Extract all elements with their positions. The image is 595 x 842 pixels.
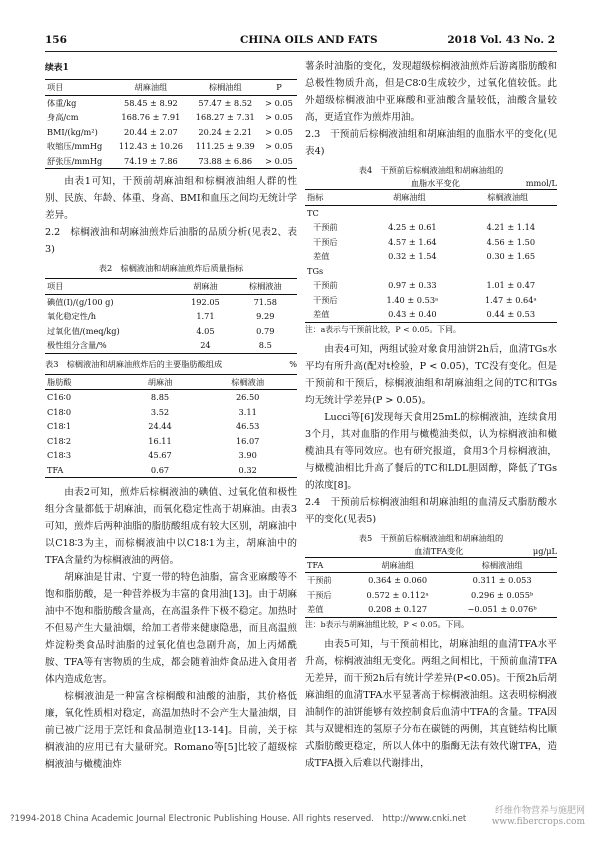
table-row bbox=[305, 278, 557, 293]
table-cell: 差值 bbox=[313, 309, 330, 319]
table-cell: 干预后 bbox=[307, 589, 332, 600]
table-header: 项目 bbox=[47, 281, 64, 291]
table-cell: 干预前 bbox=[313, 280, 338, 290]
table-cell: 20.24 ± 2.21 bbox=[198, 126, 253, 137]
watermark bbox=[492, 806, 585, 828]
table-cell: 过氧化值/(meq/kg) bbox=[47, 325, 120, 336]
section-heading: 2.2 棕榈液油和胡麻油煎炸后油脂的品质分析(见表2、表3) bbox=[45, 227, 297, 255]
table-cell: 收缩压/mmHg bbox=[47, 141, 103, 151]
table5-caption-line2: 血清TFA变化 bbox=[414, 545, 464, 556]
table-cell: 身高/cm bbox=[47, 112, 79, 122]
table-header: P bbox=[276, 82, 282, 92]
table-row bbox=[45, 294, 297, 309]
table-cell: 0.32 ± 1.54 bbox=[388, 251, 437, 261]
table1-header-row bbox=[45, 80, 297, 96]
table-row bbox=[45, 139, 297, 154]
table-cell: 168.27 ± 7.31 bbox=[195, 112, 255, 122]
table-cell: 111.25 ± 9.39 bbox=[195, 141, 255, 151]
table-row bbox=[45, 419, 297, 434]
table2-caption: 表2 棕榈液油和胡麻油煎炸后质量指标 bbox=[98, 263, 244, 273]
watermark-cn: 纤维作物营养与施肥网 bbox=[494, 806, 585, 816]
table-cell: 73.88 ± 6.86 bbox=[198, 155, 253, 166]
table3 bbox=[45, 374, 297, 479]
table-group-row bbox=[305, 264, 557, 279]
table-cell: C18∶2 bbox=[47, 435, 72, 446]
table-cell: 干预后 bbox=[313, 236, 338, 247]
table-cell: 71.58 bbox=[253, 296, 278, 307]
table5-unit: μg/μL bbox=[532, 545, 557, 556]
paragraph: 棕榈液油是一种富含棕榈酸和油酸的油脂，其价格低廉，氧化性质相对稳定，高温加热时不会产生大量油烟，目前已被广泛用于烹饪和食品制造业[13-14]。目前，关于棕榈液油的应用已有大量研究。Romano等[5]比较了超级棕榈液油与橄榄油炸 bbox=[45, 691, 297, 770]
table-row bbox=[305, 588, 557, 603]
table1-caption: 续表1 bbox=[45, 63, 69, 73]
table-row bbox=[45, 110, 297, 125]
table-header: 胡麻油组 bbox=[134, 82, 168, 92]
table-cell: 体重/kg bbox=[47, 97, 77, 108]
table-header: 棕榈液油 bbox=[231, 376, 265, 387]
paragraph: 薯条时油脂的变化，发现超级棕榈液油煎炸后游离脂肪酸和总极性物质升高，但是C8∶0生成较少，过氧化值较低。此外超级棕榈液油中亚麻酸和亚油酸含量较低，油酸含量较高，更适宜作为煎炸用油。 bbox=[305, 61, 557, 123]
table-cell: C18∶1 bbox=[47, 421, 72, 431]
table-row bbox=[305, 602, 557, 617]
table-header: 指标 bbox=[307, 192, 324, 202]
table-row bbox=[45, 95, 297, 110]
copyright-notice: ?1994-2018 China Academic Journal Electronic Publishing House. All rights reserved. http://www.cnki.net bbox=[10, 814, 467, 824]
table3-header-row bbox=[45, 374, 297, 390]
section-heading: 2.3 干预前后棕榈液油组和胡麻油组的血脂水平的变化(见表4) bbox=[305, 129, 557, 157]
table-cell: 4.56 ± 1.50 bbox=[486, 236, 536, 247]
table-cell: 0.296 ± 0.055ᵇ bbox=[471, 589, 534, 600]
table5 bbox=[305, 557, 557, 618]
table4-caption-row2 bbox=[305, 177, 557, 189]
table-cell: −0.051 ± 0.076ᵇ bbox=[467, 604, 537, 614]
table2-header-row bbox=[45, 279, 297, 295]
header-rule bbox=[45, 51, 557, 52]
table-header: 胡麻油 bbox=[147, 376, 173, 387]
table4-unit: mmol/L bbox=[525, 178, 557, 188]
table5-caption-row2 bbox=[305, 545, 557, 557]
table-cell: 4.25 ± 0.61 bbox=[388, 222, 437, 232]
paragraph: 由表2可知，煎炸后棕榈液油的碘值、过氧化值和极性组分含量都低于胡麻油，而氧化稳定性高于胡麻油。由表3可知，煎炸后两种油脂的脂肪酸组成有较大区别，胡麻油中以C18∶3为主，而棕榈液油中以C18∶1为主，胡麻油中的TFA含量约为棕榈液油的两倍。 bbox=[45, 487, 297, 566]
table-header: 棕榈液油组 bbox=[487, 192, 529, 202]
table-cell: 舒张压/mmHg bbox=[47, 155, 103, 166]
table-header: TFA bbox=[307, 559, 324, 570]
table5-note: 注：b表示与胡麻油组比较，P < 0.05。下同。 bbox=[305, 619, 469, 629]
table-cell: 20.44 ± 2.07 bbox=[124, 126, 178, 137]
table-cell: 4.57 ± 1.64 bbox=[388, 236, 437, 247]
table-cell: 3.52 bbox=[150, 406, 170, 417]
page-number: 156 bbox=[45, 34, 67, 46]
table-cell: 74.19 ± 7.86 bbox=[124, 155, 178, 166]
table-cell: 0.364 ± 0.060 bbox=[368, 575, 428, 585]
table-header: 棕榈油组 bbox=[208, 82, 242, 92]
table-row bbox=[45, 125, 297, 140]
table-row bbox=[305, 573, 557, 588]
table-cell: 0.97 ± 0.33 bbox=[388, 280, 437, 290]
table-cell: 氧化稳定性/h bbox=[47, 311, 96, 321]
table-cell: 1.01 ± 0.47 bbox=[486, 280, 536, 290]
table5-header-row bbox=[305, 557, 557, 573]
table-cell: 46.53 bbox=[235, 421, 260, 431]
table-cell: 8.5 bbox=[258, 340, 272, 350]
table4-caption: 表4 干预前后棕榈液油组和胡麻油组的 bbox=[358, 165, 504, 175]
table-cell: 0.311 ± 0.053 bbox=[472, 575, 532, 585]
table-cell: 45.67 bbox=[148, 450, 172, 460]
table-row bbox=[45, 309, 297, 324]
group-label-tgs: TGs bbox=[307, 265, 324, 276]
journal-name: CHINA OILS AND FATS bbox=[240, 34, 378, 46]
table-cell: 0.32 bbox=[238, 464, 257, 475]
volume-info: 2018 Vol. 43 No. 2 bbox=[447, 34, 555, 46]
table3-caption-row bbox=[45, 358, 297, 371]
paragraph: Lucci等[6]发现每天食用25mL的棕榈液油，连续食用3个月，其对血脂的作用与橄榄油类似，认为棕榈液油和橄榄油具有等同效应。也有研究报道，食用3个月棕榈液油，与橄榄油相比升高了餐后的TC和LDL胆固醇，降低了TGs的浓度[8]。 bbox=[305, 411, 557, 491]
table-row bbox=[45, 324, 297, 339]
running-header bbox=[45, 34, 555, 48]
table-cell: > 0.05 bbox=[265, 155, 293, 166]
table-cell: > 0.05 bbox=[265, 112, 293, 122]
table-row bbox=[45, 338, 297, 353]
watermark-url: www.fibercrops.com bbox=[491, 817, 585, 827]
table-cell: 0.208 ± 0.127 bbox=[368, 604, 428, 614]
table-cell: 26.50 bbox=[235, 392, 260, 402]
table-row bbox=[305, 307, 557, 322]
table-cell: 0.67 bbox=[150, 464, 170, 475]
table-cell: > 0.05 bbox=[265, 97, 293, 108]
table-cell: 16.07 bbox=[235, 435, 260, 446]
table4-caption-line2: 血脂水平变化 bbox=[410, 178, 460, 188]
paragraph: 由表5可知，与干预前相比，胡麻油组的血清TFA水平升高，棕榈液油组无变化。两组之间相比，干预前血清TFA无差异，而干预2h后有统计学差异(P<0.05)。干预2h后胡麻油组的血清TFA水平显著高于棕榈液油组。这表明棕榈液油制作的油饼能够有效控制食后血清中TFA的含量。TFA因其与双键相连的氢原子分布在碳链的两侧，其直链结构比顺式脂肪酸更稳定，所以人体中的脂酶无法有效代谢TFA，造成TFA摄入后难以代谢排出， bbox=[305, 638, 557, 769]
table-cell: > 0.05 bbox=[265, 126, 293, 137]
table-group-row bbox=[305, 205, 557, 220]
table-cell: 16.11 bbox=[148, 435, 172, 446]
paragraph: 由表1可知，干预前胡麻油组和棕榈液油组人群的性别、民族、年龄、体重、身高、BMI和血压之间均无统计学差异。 bbox=[45, 176, 297, 221]
table-cell: 58.45 ± 8.92 bbox=[124, 97, 178, 108]
table-row bbox=[45, 434, 297, 449]
table-cell: 24 bbox=[200, 340, 211, 350]
table-header: 脂肪酸 bbox=[47, 376, 72, 387]
table-cell: 差值 bbox=[307, 604, 324, 614]
left-column bbox=[45, 58, 297, 773]
table-cell: 0.79 bbox=[256, 325, 275, 336]
table3-caption: 表3 棕榈液油和胡麻油煎炸后的主要脂肪酸组成 bbox=[45, 358, 223, 369]
group-label-tc: TC bbox=[307, 207, 319, 218]
table-header: 项目 bbox=[47, 82, 64, 92]
table-cell: 1.47 ± 0.64ᵃ bbox=[484, 294, 537, 305]
table-cell: 112.43 ± 10.26 bbox=[118, 141, 183, 151]
table-row bbox=[305, 249, 557, 264]
table-header: 胡麻油组 bbox=[381, 559, 414, 570]
table-row bbox=[45, 390, 297, 405]
table-cell: 8.85 bbox=[150, 392, 170, 402]
table-row bbox=[45, 463, 297, 478]
table-cell: 3.90 bbox=[238, 450, 257, 460]
table4-header-row bbox=[305, 190, 557, 206]
table1 bbox=[45, 79, 297, 169]
table-cell: 192.05 bbox=[191, 296, 220, 307]
table-row bbox=[45, 448, 297, 463]
table2 bbox=[45, 278, 297, 354]
table-cell: 0.30 ± 1.65 bbox=[486, 251, 536, 261]
table-cell: 0.44 ± 0.53 bbox=[486, 309, 536, 319]
table-cell: 4.05 bbox=[196, 325, 215, 336]
right-column bbox=[305, 58, 557, 772]
table-cell: TFA bbox=[47, 464, 64, 475]
table-cell: 干预前 bbox=[307, 575, 332, 585]
table-cell: 57.47 ± 8.52 bbox=[198, 97, 253, 108]
table-cell: 168.76 ± 7.91 bbox=[121, 112, 181, 122]
table-cell: 极性组分含量/% bbox=[47, 340, 107, 350]
table-cell: 0.572 ± 0.112ᵃ bbox=[366, 589, 429, 600]
table-cell: BMI/(kg/m²) bbox=[47, 126, 98, 137]
table-cell: 碘值(I)/(g/100 g) bbox=[47, 296, 114, 307]
table5-caption: 表5 干预前后棕榈液油组和胡麻油组的 bbox=[358, 532, 504, 543]
table-cell: 24.44 bbox=[148, 421, 172, 431]
table-cell: 4.21 ± 1.14 bbox=[486, 222, 536, 232]
table-header: 胡麻油组 bbox=[392, 192, 426, 202]
table-cell: 9.29 bbox=[256, 311, 275, 321]
paragraph: 由表4可知，两组试验对象食用油饼2h后，血清TGs水平均有所升高(配对t检验，P < 0.05)，TC没有变化。但是干预前和干预后，棕榈液油组和胡麻油组之间的TC和TGs均无统计学差异(P > 0.05)。 bbox=[305, 343, 557, 406]
table-cell: 1.71 bbox=[196, 311, 215, 321]
section-heading: 2.4 干预前后棕榈液油组和胡麻油组的血清反式脂肪酸水平的变化(见表5) bbox=[305, 496, 557, 525]
table-header: 棕榈液油组 bbox=[481, 559, 523, 570]
table-cell: 1.40 ± 0.53ᵃ bbox=[386, 294, 439, 305]
table-cell: C18∶0 bbox=[47, 406, 72, 417]
table-header: 棕榈液油 bbox=[248, 281, 282, 291]
table-row bbox=[305, 293, 557, 308]
table-cell: C18∶3 bbox=[47, 450, 72, 460]
table-cell: 差值 bbox=[313, 251, 330, 261]
table-header: 胡麻油 bbox=[193, 281, 218, 291]
table-cell: 干预前 bbox=[313, 222, 338, 232]
table-row bbox=[45, 405, 297, 420]
table4 bbox=[305, 189, 557, 323]
table-row bbox=[305, 220, 557, 235]
table-cell: 0.43 ± 0.40 bbox=[388, 309, 437, 319]
table-row bbox=[305, 235, 557, 250]
table-row bbox=[45, 154, 297, 169]
table-cell: > 0.05 bbox=[265, 141, 293, 151]
table4-note: 注：a表示与干预前比较，P < 0.05。下同。 bbox=[305, 324, 461, 334]
table-cell: 干预后 bbox=[313, 294, 338, 305]
table-cell: 3.11 bbox=[238, 406, 257, 417]
paragraph: 胡麻油是甘肃、宁夏一带的特色油脂，富含亚麻酸等不饱和脂肪酸，是一种营养极为丰富的食用油[13]。由于胡麻油中不饱和脂肪酸含量高，在高温条件下极不稳定。加热时不但易产生大量油烟，给加工者带来健康隐患，而且高温煎炸淀粉类食品时油脂的过氧化值也急剧升高，加上丙烯酰胺、TFA等有害物质的生成，都会随着油炸食品进入食用者体内造成危害。 bbox=[45, 572, 297, 685]
table3-unit: % bbox=[289, 358, 297, 369]
table-cell: C16∶0 bbox=[47, 392, 72, 402]
